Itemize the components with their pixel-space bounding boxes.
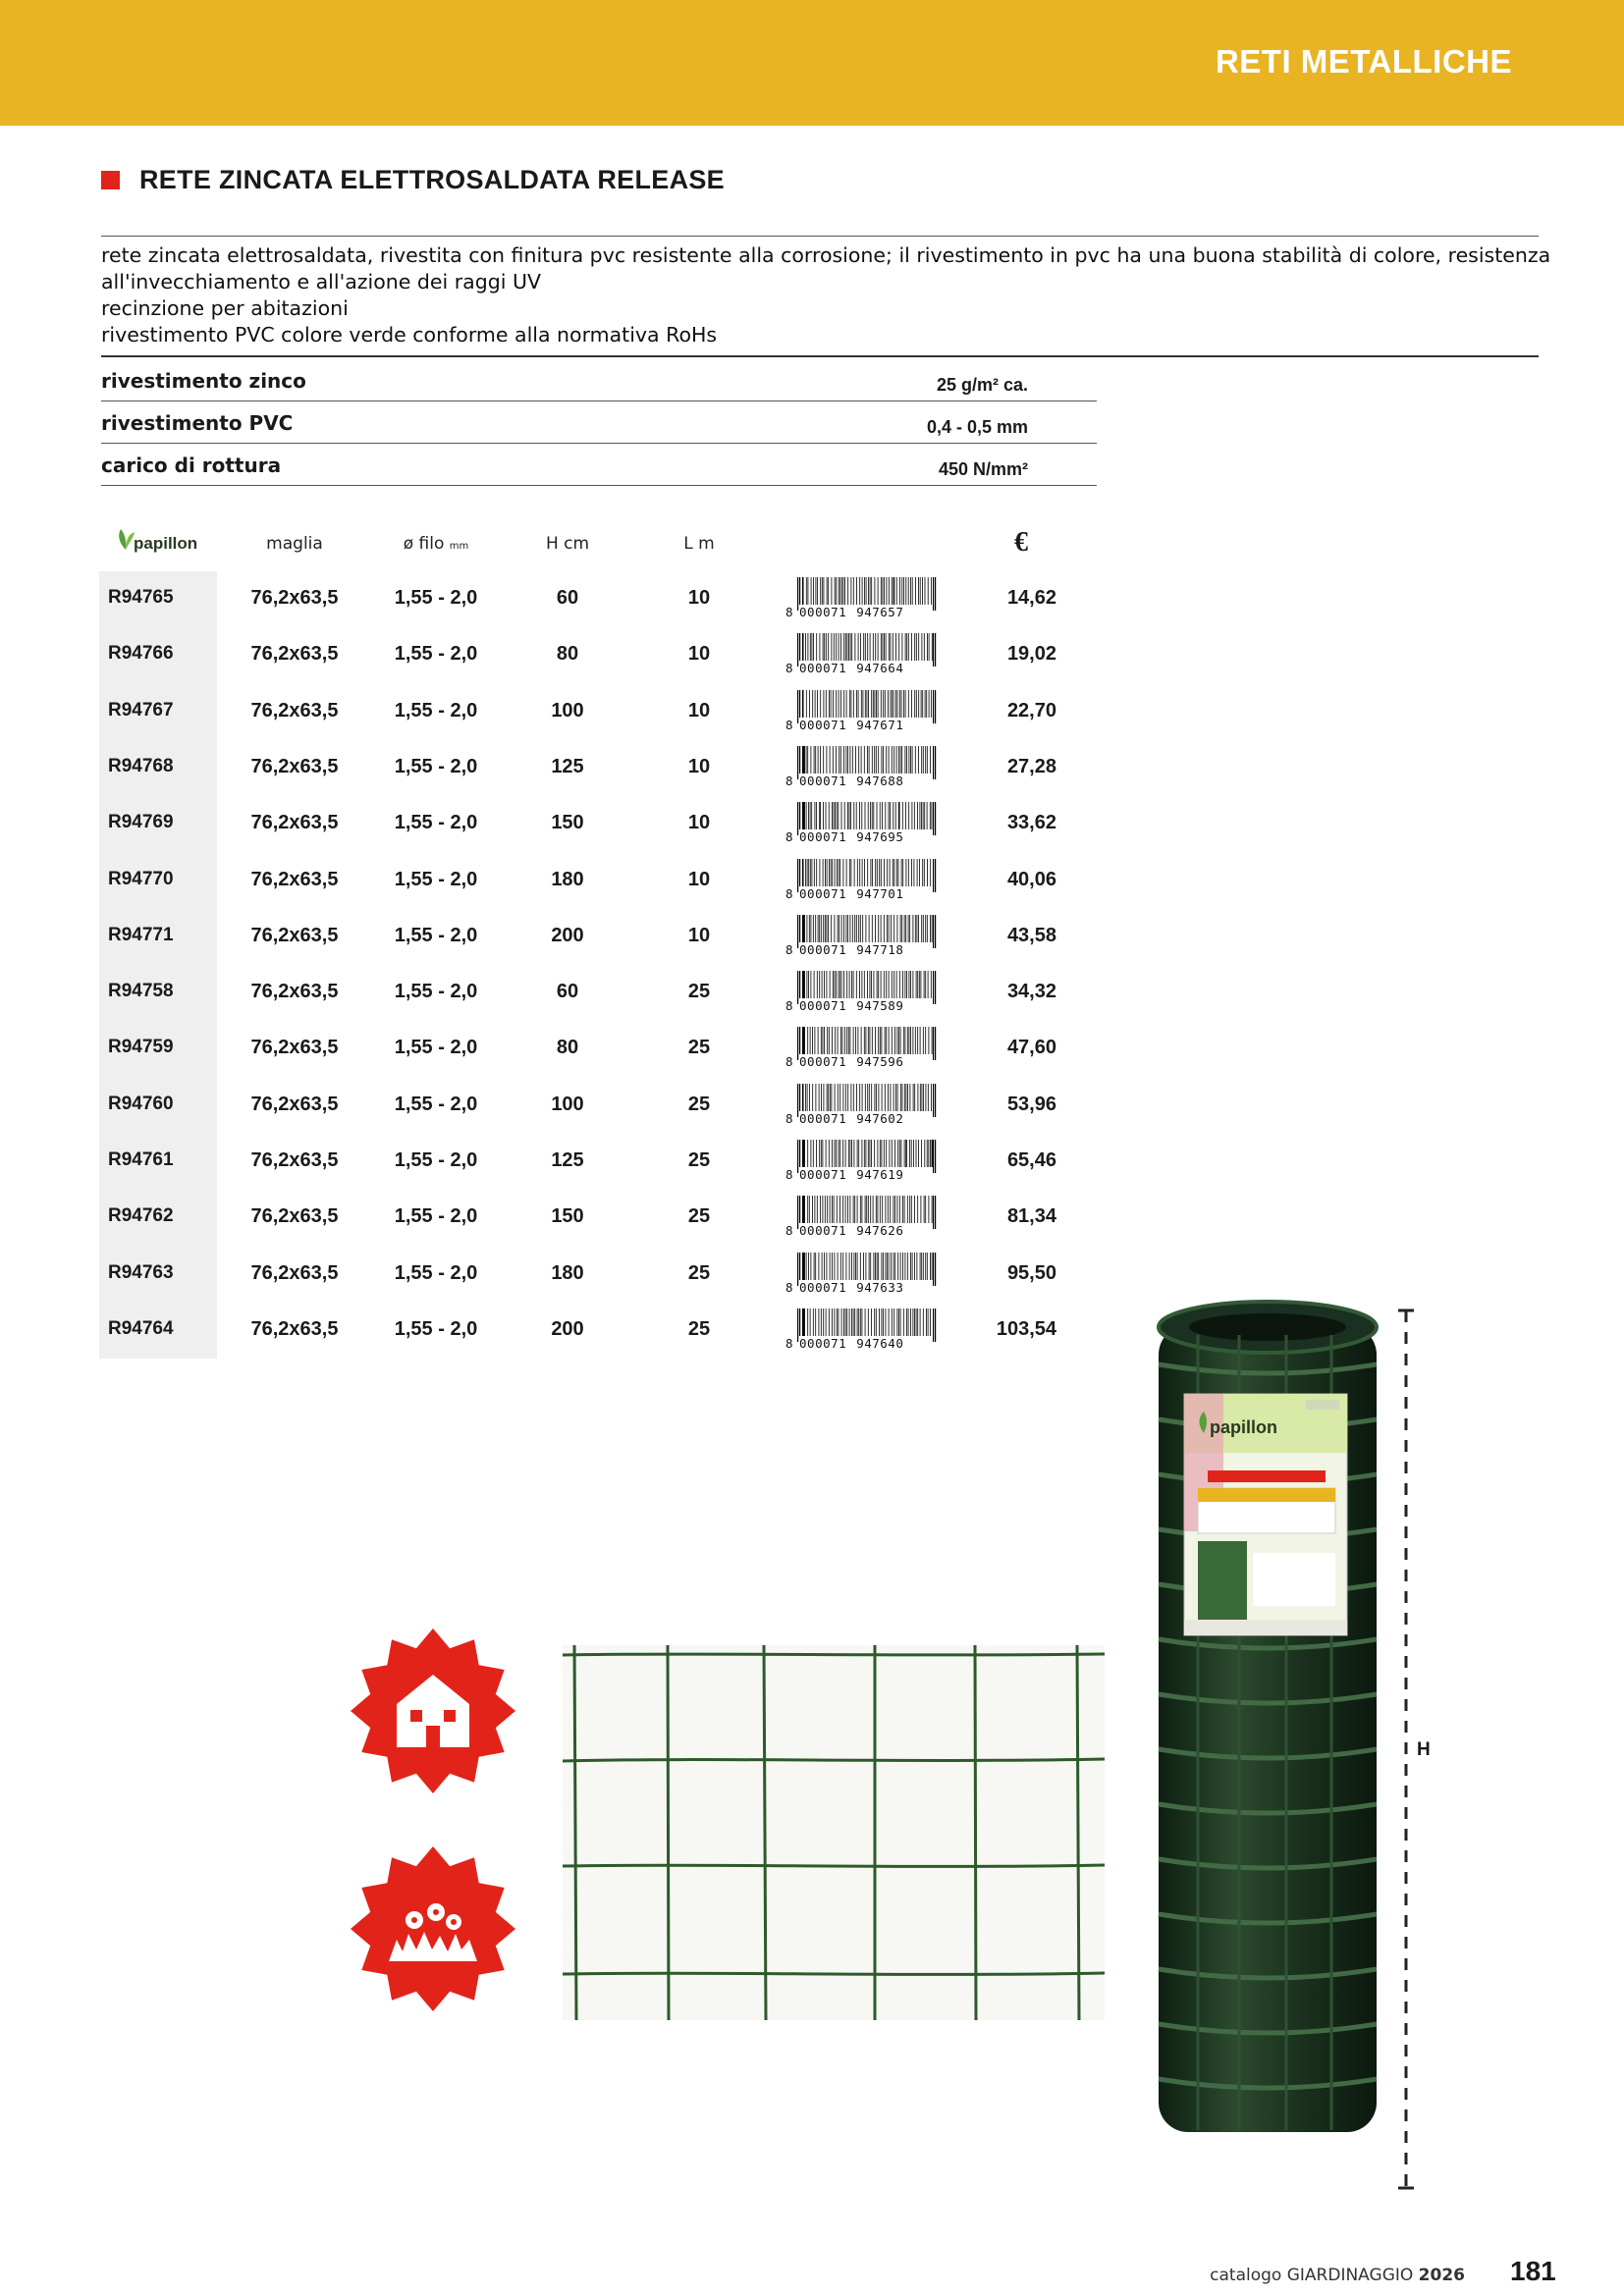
length-value: 10 [687,755,711,777]
price-value: 81,34 [1006,1205,1056,1228]
table-row [0,1021,1624,1077]
barcode-digits: 8 [785,829,794,845]
product-code: R94770 [108,868,174,889]
price-value: 33,62 [1006,812,1056,834]
filo-value: 1,55 - 2,0 [394,981,478,1003]
price-value: 103,54 [996,1317,1056,1340]
barcode [785,1308,939,1352]
barcode [785,633,939,676]
length-value: 25 [687,1205,711,1228]
maglia-value: 76,2x63,5 [250,699,339,721]
price-value: 40,06 [1006,868,1056,890]
barcode [785,1027,939,1070]
maglia-value: 76,2x63,5 [250,643,339,666]
table-row [0,1134,1624,1190]
footer-catalog-name: GIARDINAGGIO [1286,2266,1414,2285]
filo-value: 1,55 - 2,0 [394,1037,478,1059]
height-value: 180 [551,868,584,890]
barcode-digits: 000071 [799,1335,847,1351]
barcode-number [785,774,943,788]
barcode [785,802,939,845]
section-marker [101,171,120,189]
filo-value: 1,55 - 2,0 [394,1317,478,1340]
spec-label: carico di rottura [101,454,282,477]
table-row [0,796,1624,852]
barcode-number [785,1111,943,1126]
barcode-digits: 8 [785,773,794,788]
table-row [0,1078,1624,1134]
length-value: 25 [687,1317,711,1340]
divider [101,355,1539,357]
barcode-digits: 947671 [856,717,904,732]
spec-value: 450 N/mm² [938,459,1028,479]
spec-label: rivestimento PVC [101,411,294,435]
height-value: 80 [556,1037,579,1059]
barcode-digits: 8 [785,1167,794,1182]
height-value: 150 [551,812,584,834]
barcode-number [785,605,943,619]
filo-value: 1,55 - 2,0 [394,643,478,666]
barcode-digits: 947688 [856,773,904,788]
height-value: 125 [551,755,584,777]
barcode-digits: 8 [785,885,794,901]
spec-value: 25 g/m² ca. [936,375,1028,395]
barcode-digits: 8 [785,661,794,676]
spec-value: 0,4 - 0,5 mm [926,417,1028,437]
product-code: R94767 [108,699,174,721]
barcode-digits: 947701 [856,885,904,901]
product-code: R94769 [108,812,174,833]
col-header-l: L m [683,534,715,554]
barcode-digits: 000071 [799,1054,847,1070]
product-code: R94761 [108,1149,174,1170]
barcode-digits: 000071 [799,773,847,788]
price-value: 14,62 [1006,587,1056,609]
barcode-digits: 8 [785,941,794,957]
price-value: 65,46 [1006,1149,1056,1171]
barcode [785,746,939,789]
barcode-number [785,1054,943,1069]
filo-value: 1,55 - 2,0 [394,1205,478,1228]
col-header-price: € [1014,527,1028,558]
maglia-value: 76,2x63,5 [250,1317,339,1340]
barcode-digits: 947664 [856,661,904,676]
barcode-digits: 8 [785,998,794,1014]
section-title: RETE ZINCATA ELETTROSALDATA RELEASE [139,165,725,194]
product-code: R94765 [108,587,174,608]
barcode-number [785,998,943,1013]
filo-unit: mm [449,541,469,552]
height-value: 80 [556,643,579,666]
table-row [0,627,1624,683]
length-value: 25 [687,1093,711,1115]
barcode-number [785,829,943,844]
barcode [785,1196,939,1239]
barcode-number [785,661,943,675]
product-code: R94758 [108,981,174,1002]
length-value: 10 [687,924,711,946]
length-value: 10 [687,643,711,666]
barcode-digits: 8 [785,1223,794,1239]
description-line: recinzione per abitazioni [101,296,349,320]
filo-label: ø filo [403,534,445,554]
maglia-value: 76,2x63,5 [250,1037,339,1059]
barcode-digits: 947633 [856,1279,904,1295]
mesh-detail-image [563,1645,1105,2020]
barcode [785,690,939,733]
height-value: 60 [556,587,579,609]
barcode [785,859,939,902]
barcode-digits: 000071 [799,1279,847,1295]
length-value: 10 [687,868,711,890]
filo-value: 1,55 - 2,0 [394,1093,478,1115]
barcode-digits: 000071 [799,1110,847,1126]
height-value: 60 [556,981,579,1003]
price-value: 34,32 [1006,981,1056,1003]
length-value: 10 [687,699,711,721]
description-line: rete zincata elettrosaldata, rivestita con finitura pvc resistente alla corrosione; il rivestimento in pvc ha una buona stabilità di colore, resistenza [101,243,1551,267]
price-value: 43,58 [1006,924,1056,946]
price-value: 22,70 [1006,699,1056,721]
barcode [785,1253,939,1296]
filo-value: 1,55 - 2,0 [394,755,478,777]
category-title: RETI METALLICHE [1215,43,1512,80]
height-value: 180 [551,1261,584,1284]
maglia-value: 76,2x63,5 [250,1205,339,1228]
length-value: 25 [687,1037,711,1059]
product-label [1184,1394,1347,1635]
barcode-digits: 000071 [799,605,847,619]
description-line: rivestimento PVC colore verde conforme alla normativa RoHs [101,323,718,347]
barcode-digits: 947589 [856,998,904,1014]
maglia-value: 76,2x63,5 [250,755,339,777]
barcode-digits: 000071 [799,829,847,845]
height-value: 150 [551,1205,584,1228]
filo-value: 1,55 - 2,0 [394,699,478,721]
barcode-number [785,1280,943,1295]
product-code: R94762 [108,1205,174,1227]
barcode-digits: 947718 [856,941,904,957]
maglia-value: 76,2x63,5 [250,1093,339,1115]
length-value: 10 [687,587,711,609]
barcode-digits: 947626 [856,1223,904,1239]
col-header-maglia: maglia [266,534,323,554]
barcode [785,577,939,620]
leaf-icon [116,526,135,552]
filo-value: 1,55 - 2,0 [394,1149,478,1171]
table-row [0,853,1624,909]
barcode-digits: 947640 [856,1335,904,1351]
price-value: 19,02 [1006,643,1056,666]
product-code: R94760 [108,1093,174,1114]
height-value: 100 [551,699,584,721]
maglia-value: 76,2x63,5 [250,868,339,890]
barcode-digits: 000071 [799,885,847,901]
barcode-number [785,886,943,901]
product-code: R94768 [108,755,174,776]
height-value: 200 [551,1317,584,1340]
barcode-number [785,1223,943,1238]
price-value: 53,96 [1006,1093,1056,1115]
table-row [0,740,1624,796]
barcode-number [785,1167,943,1182]
product-code: R94764 [108,1317,174,1339]
product-code: R94759 [108,1037,174,1058]
barcode-number [785,718,943,732]
barcode-digits: 000071 [799,941,847,957]
page-number: 181 [1510,2256,1556,2286]
height-value: 100 [551,1093,584,1115]
length-value: 25 [687,1261,711,1284]
spec-row [101,444,1097,486]
filo-value: 1,55 - 2,0 [394,1261,478,1284]
barcode [785,915,939,958]
footer-catalog [1210,2266,1465,2285]
barcode-digits: 000071 [799,1223,847,1239]
height-label: H [1417,1739,1431,1760]
barcode-digits: 8 [785,1054,794,1070]
divider [101,236,1539,237]
product-roll-image [1129,1296,1404,2152]
spec-label: rivestimento zinco [101,369,306,393]
height-value: 200 [551,924,584,946]
house-badge [350,1628,516,1794]
filo-value: 1,55 - 2,0 [394,812,478,834]
table-row [0,1247,1624,1303]
product-code: R94771 [108,924,174,945]
barcode-digits: 000071 [799,1167,847,1182]
barcode [785,1084,939,1127]
price-value: 27,28 [1006,755,1056,777]
brand-name: papillon [134,534,198,553]
maglia-value: 76,2x63,5 [250,924,339,946]
description-line: all'invecchiamento e all'azione dei raggi UV [101,270,541,294]
height-value: 125 [551,1149,584,1171]
table-row [0,909,1624,965]
barcode-digits: 8 [785,1335,794,1351]
length-value: 25 [687,1149,711,1171]
col-header-filo [404,534,469,554]
label-brand: papillon [1210,1417,1277,1437]
barcode-digits: 000071 [799,998,847,1014]
table-row [0,684,1624,740]
price-value: 95,50 [1006,1261,1056,1284]
spec-row [101,401,1097,444]
page-header [0,0,1624,126]
barcode-digits: 947619 [856,1167,904,1182]
brand-logo [116,526,198,558]
filo-value: 1,55 - 2,0 [394,924,478,946]
barcode-digits: 8 [785,1110,794,1126]
barcode-number [785,942,943,957]
maglia-value: 76,2x63,5 [250,981,339,1003]
product-code: R94766 [108,643,174,665]
barcode-digits: 947657 [856,605,904,619]
barcode-number [785,1336,943,1351]
barcode [785,1140,939,1183]
barcode-digits: 000071 [799,717,847,732]
spec-row [101,359,1097,401]
length-value: 10 [687,812,711,834]
barcode-digits: 947596 [856,1054,904,1070]
maglia-value: 76,2x63,5 [250,1149,339,1171]
maglia-value: 76,2x63,5 [250,812,339,834]
barcode-digits: 8 [785,1279,794,1295]
maglia-value: 76,2x63,5 [250,587,339,609]
price-value: 47,60 [1006,1037,1056,1059]
garden-badge [350,1845,516,2012]
table-row [0,571,1624,627]
barcode-digits: 8 [785,605,794,619]
table-row [0,965,1624,1021]
footer-catalog-word: catalogo [1210,2266,1282,2285]
table-row [0,1190,1624,1246]
barcode-digits: 947602 [856,1110,904,1126]
barcode [785,971,939,1014]
barcode-digits: 947695 [856,829,904,845]
barcode-digits: 8 [785,717,794,732]
spec-table [101,359,1097,486]
filo-value: 1,55 - 2,0 [394,868,478,890]
col-header-h: H cm [545,534,590,554]
maglia-value: 76,2x63,5 [250,1261,339,1284]
footer-year: 2026 [1418,2266,1465,2285]
product-description [101,242,1551,348]
filo-value: 1,55 - 2,0 [394,587,478,609]
product-code: R94763 [108,1261,174,1283]
length-value: 25 [687,981,711,1003]
barcode-digits: 000071 [799,661,847,676]
